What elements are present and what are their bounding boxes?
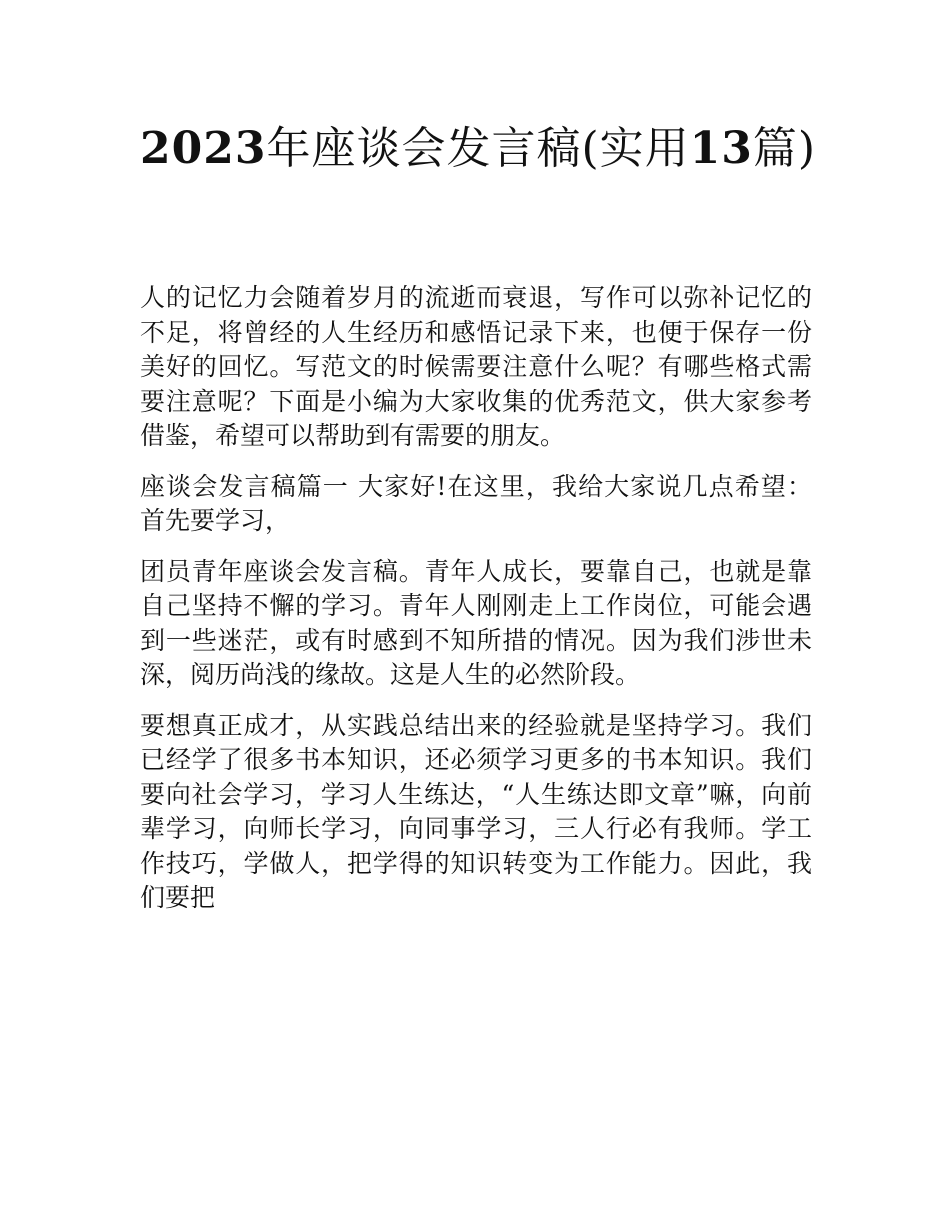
paragraph-keep-learning: 要想真正成才，从实践总结出来的经验就是坚持学习。我们已经学了很多书本知识，还必须学习更多的书本知识。我们要向社会学习，学习人生练达，“人生练达即文章”嘛，向前辈学习，向师长学习，向同事学习，三人行必有我师。学工作技巧，学做人，把学得的知识转变为工作能力。因此，我们要把	[140, 710, 812, 912]
title-year: 2023	[140, 123, 267, 174]
paragraph-speech-one-opening: 座谈会发言稿篇一 大家好!在这里，我给大家说几点希望： 首先要学习，	[140, 471, 812, 535]
title-count: 13	[689, 123, 753, 174]
paragraph-youth-growth: 团员青年座谈会发言稿。青年人成长，要靠自己，也就是靠自己坚持不懈的学习。青年人刚刚走上工作岗位，可能会遇到一些迷茫，或有时感到不知所措的情况。因为我们涉世未深，阅历尚浅的缘故。这是人生的必然阶段。	[140, 556, 812, 689]
paragraph-intro: 人的记忆力会随着岁月的流逝而衰退，写作可以弥补记忆的不足，将曾经的人生经历和感悟记录下来，也便于保存一份美好的回忆。写范文的时候需要注意什么呢？有哪些格式需要注意呢？下面是小编为大家收集的优秀范文，供大家参考借鉴，希望可以帮助到有需要的朋友。	[140, 283, 812, 450]
document-body	[140, 281, 812, 932]
title-middle: 年座谈会发言稿(实用	[266, 123, 690, 174]
title-end: 篇)	[752, 123, 817, 174]
document-title	[140, 112, 820, 186]
